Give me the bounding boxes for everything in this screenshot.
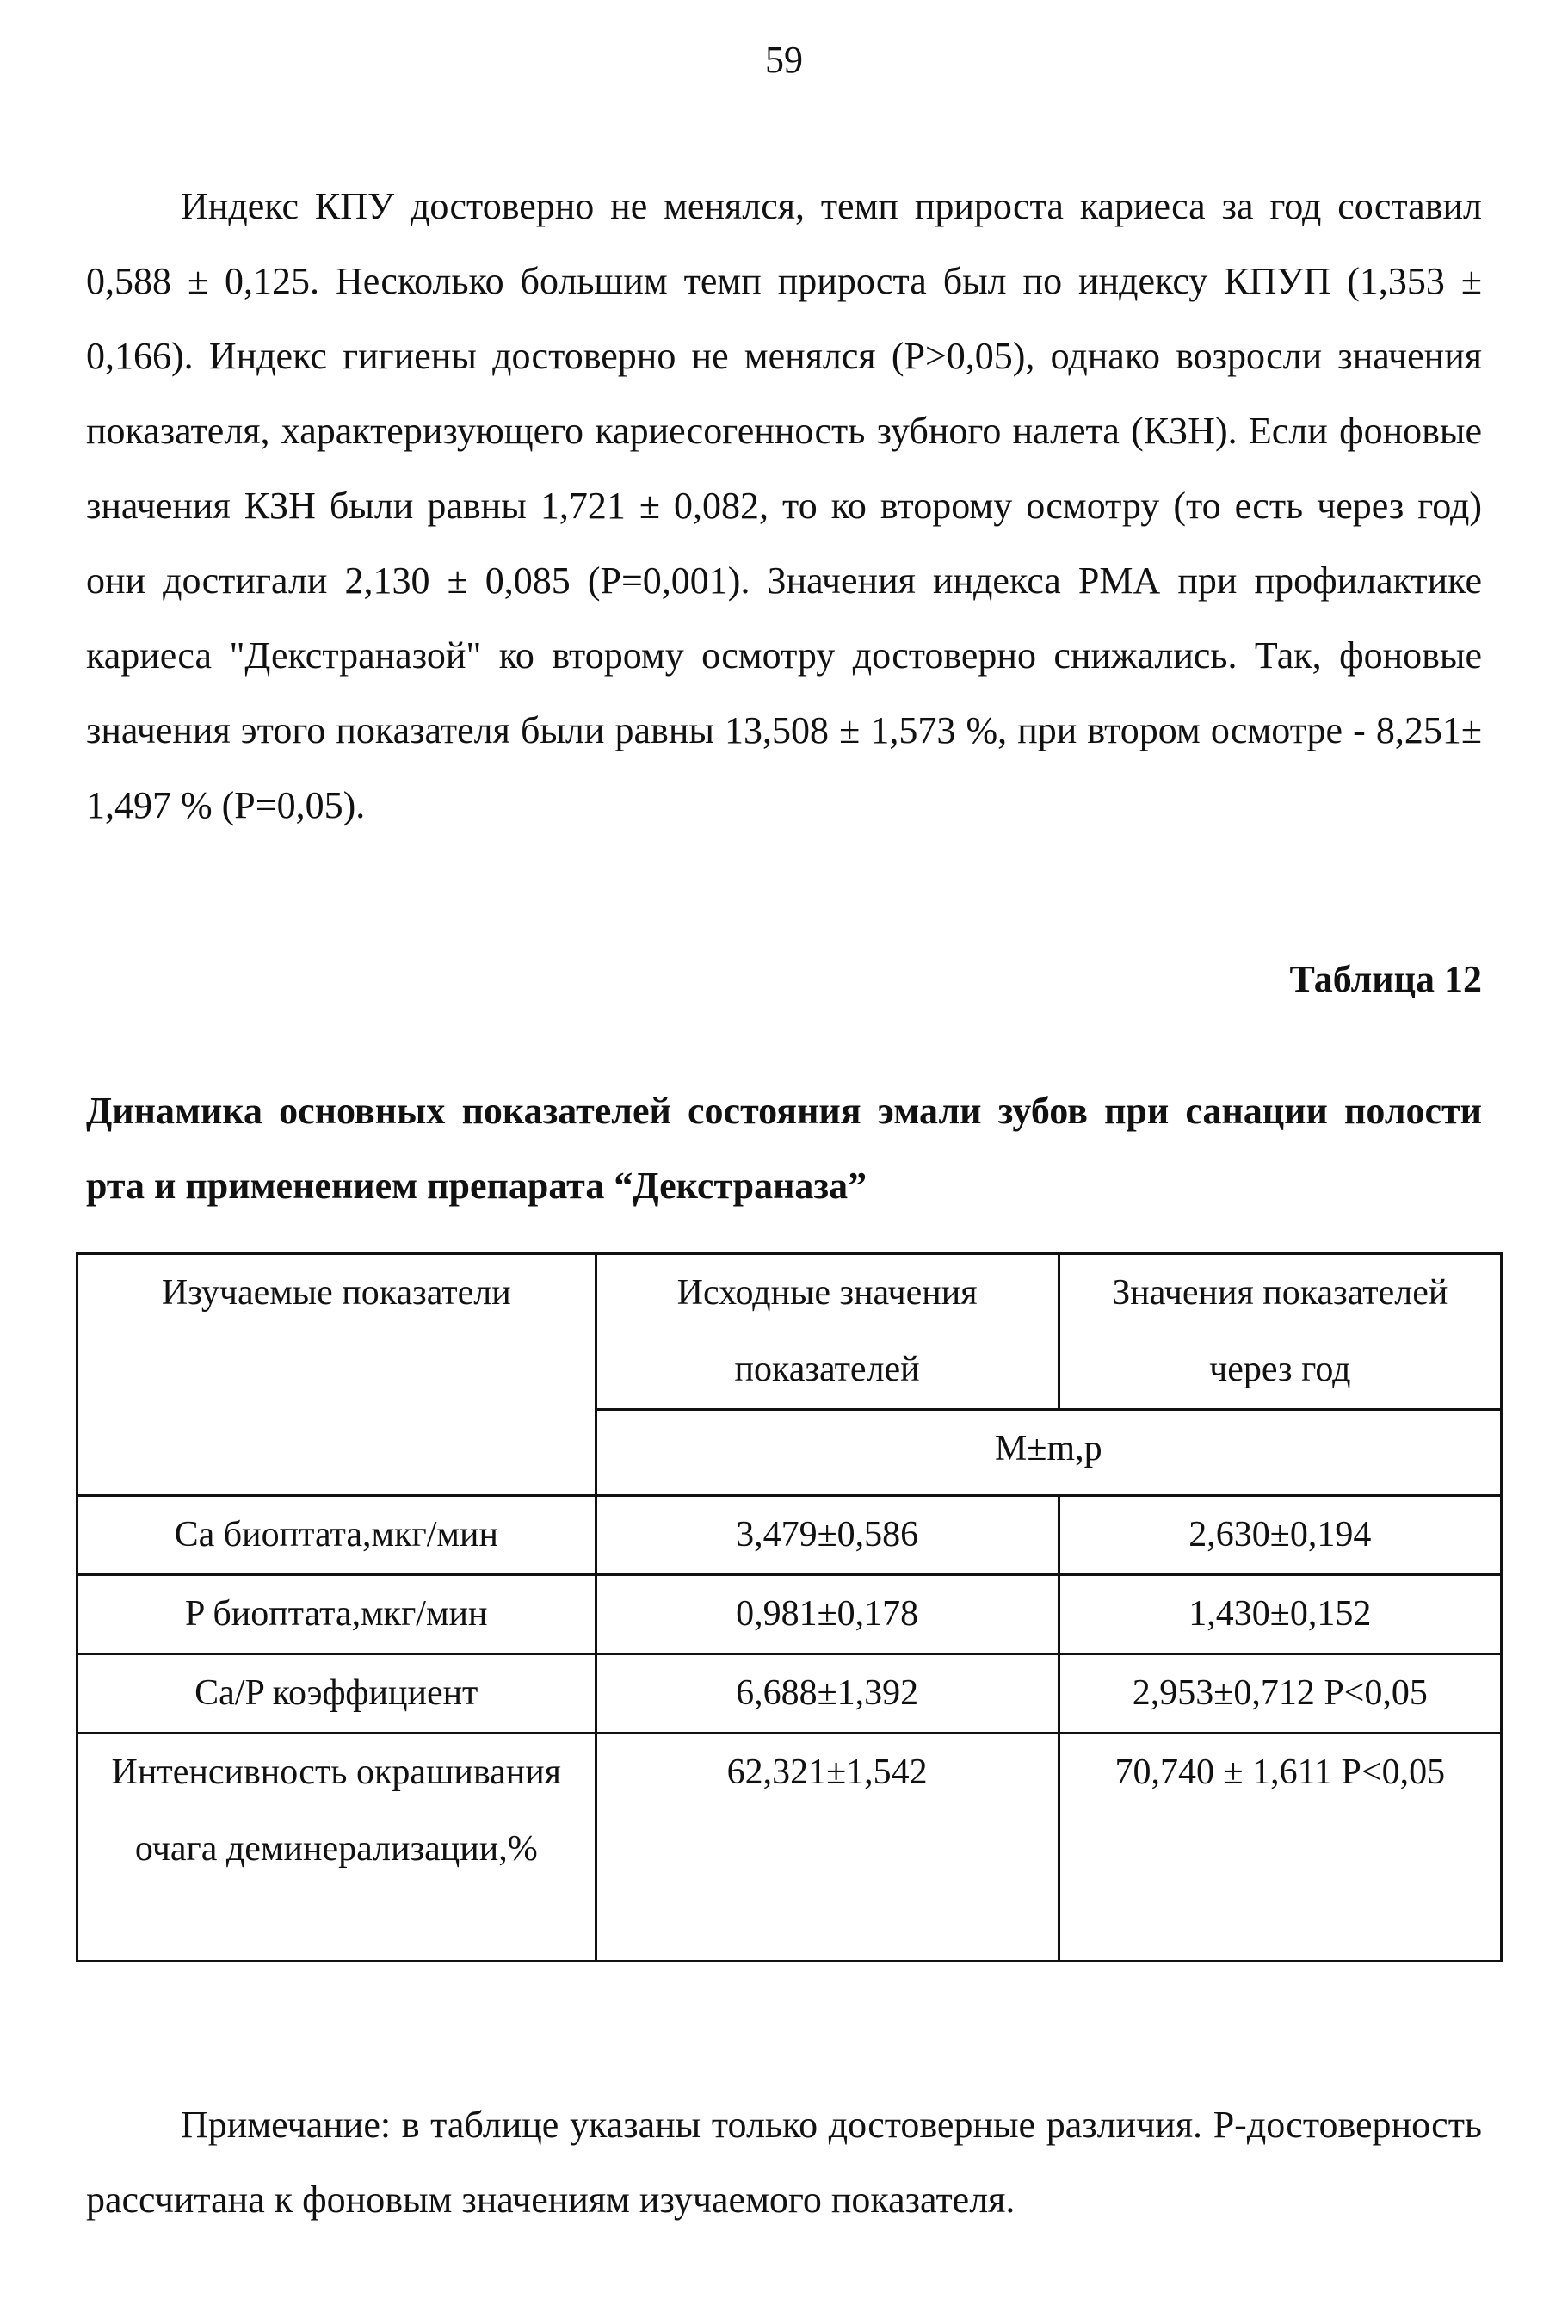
body-paragraph-block xyxy=(86,169,1482,843)
table-row xyxy=(77,1654,1502,1734)
table-note: Примечание: в таблице указаны только достоверные различия. Р-достоверность рассчитана к фоновым значениям изучаемого показателя. xyxy=(86,2104,1482,2221)
data-table xyxy=(76,1252,1503,1962)
table-row xyxy=(77,1496,1502,1575)
cell-indicator: Ca биоптата,мкг/мин xyxy=(77,1496,596,1575)
cell-initial: 3,479±0,586 xyxy=(596,1496,1059,1575)
cell-indicator: Интенсивность окрашивания очага деминерализации,% xyxy=(77,1734,596,1962)
table-row xyxy=(77,1734,1502,1962)
header-indicators: Изучаемые показатели xyxy=(77,1254,596,1496)
cell-indicator: P биоптата,мкг/мин xyxy=(77,1575,596,1654)
table-label: Таблица 12 xyxy=(1289,958,1482,1000)
cell-after-year: 70,740 ± 1,611 P<0,05 xyxy=(1059,1734,1501,1962)
cell-after-year: 2,630±0,194 xyxy=(1059,1496,1501,1575)
cell-initial: 6,688±1,392 xyxy=(596,1654,1059,1734)
cell-initial: 62,321±1,542 xyxy=(596,1734,1059,1962)
cell-initial: 0,981±0,178 xyxy=(596,1575,1059,1654)
cell-indicator: Ca/P коэффициент xyxy=(77,1654,596,1734)
table-note-block xyxy=(86,2087,1482,2237)
body-paragraph: Индекс КПУ достоверно не менялся, темп прироста кариеса за год составил 0,588 ± 0,125. Несколько большим темп прироста был по индексу КПУП (1,353 ± 0,166). Индекс гигиены достоверно не менялся (Р>0,05), однако возросли значения показателя, характеризующего кариесогенность зубного налета (КЗН). Если фоновые значения КЗН были равны 1,721 ± 0,082, то ко второму осмотру (то есть через год) они достигали 2,130 ± 0,085 (Р=0,001). Значения индекса РМА при профилактике кариеса "Декстраназой" ко второму осмотру достоверно снижались. Так, фоновые значения этого показателя были равны 13,508 ± 1,573 %, при втором осмотре - 8,251± 1,497 % (Р=0,05). xyxy=(86,185,1482,826)
table-row xyxy=(77,1575,1502,1654)
table-header-row xyxy=(77,1254,1502,1410)
header-after-year-values: Значения показателей через год xyxy=(1059,1254,1501,1410)
header-units: M±m,p xyxy=(596,1410,1501,1496)
page-number: 59 xyxy=(765,39,803,81)
cell-after-year: 1,430±0,152 xyxy=(1059,1575,1501,1654)
header-initial-values: Исходные значения показателей xyxy=(596,1254,1059,1410)
table-title: Динамика основных показателей состояния эмали зубов при санации полости рта и применением препарата “Декстраназа” xyxy=(86,1090,1482,1207)
cell-after-year: 2,953±0,712 P<0,05 xyxy=(1059,1654,1501,1734)
